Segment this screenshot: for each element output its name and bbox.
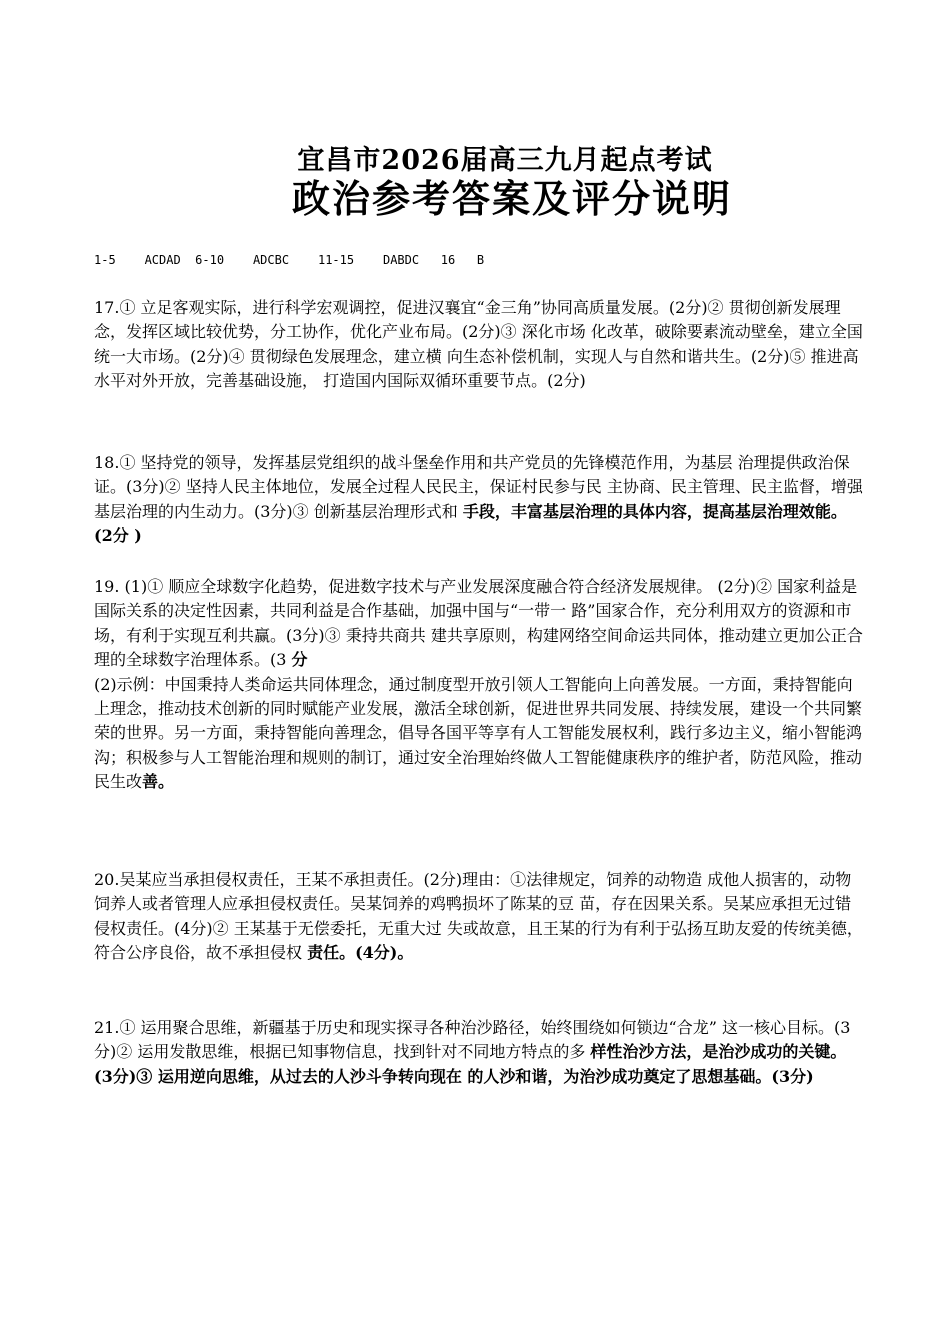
answer-q19 <box>94 575 864 795</box>
answer-q19-part1-regular: 19. (1)① 顺应全球数字化趋势，促进数字技术与产业发展深度融合符合经济发展规律。 (2分)② 国家利益是国际关系的决定性因素，共同利益是合作基础，加强中国与“一带一 路”国家合作，充分利用双方的资源和市场，有利于实现互利共赢。(3分)③ 秉持共商共 建共享原则，构建网络空间命运共同体，推动建立更加公正合理的全球数字治理体系。(3 <box>94 577 863 670</box>
answer-q21-bold: 样性治沙方法，是治沙成功的关键。(3分)③ 运用逆向思维，从过去的人沙斗争转向现在 的人沙和谐，为治沙成功奠定了思想基础。(3分) <box>94 1042 847 1086</box>
multiple-choice-answers: 1-5 ACDAD 6-10 ADCBC 11-15 DABDC 16 B <box>94 253 485 267</box>
answer-q17-text: 17.① 立足客观实际，进行科学宏观调控，促进汉襄宜“金三角”协同高质量发展。(2分)② 贯彻创新发展理念，发挥区域比较优势，分工协作，优化产业布局。(2分)③ 深化市场 化改革，破除要素流动壁垒，建立全国统一大市场。(2分)④ 贯彻绿色发展理念，建立横 向生态补偿机制，实现人与自然和谐共生。(2分)⑤ 推进高水平对外开放，完善基础设施， 打造国内国际双循环重要节点。(2分) <box>94 298 863 391</box>
answer-q20 <box>94 868 864 966</box>
answer-q19-part1-bold: 分 <box>291 650 308 670</box>
answer-q19-part2-regular: (2)示例：中国秉持人类命运共同体理念，通过制度型开放引领人工智能向上向善发展。一方面，秉持智能向上理念，推动技术创新的同时赋能产业发展，激活全球创新，促进世界共同发展、持续发展，建设一个共同繁荣的世界。另一方面，秉持智能向善理念，倡导各国平等享有人工智能发展权利，践行多边主义，缩小智能鸿沟；积极参与人工智能治理和规则的制订，通过安全治理始终做人工智能健康秩序的维护者，防范风险，推动民生改 <box>94 674 863 792</box>
answer-q21-text <box>94 1016 864 1089</box>
document-title: 宜昌市2026届高三九月起点考试 <box>297 145 713 176</box>
answer-q17 <box>94 296 864 394</box>
answer-q21 <box>94 1016 864 1089</box>
answer-q18-bold: 手段，丰富基层治理的具体内容，提高基层治理效能。(2分 ) <box>94 501 847 546</box>
document-subtitle: 政治参考答案及评分说明 <box>291 176 732 221</box>
answer-q20-regular: 20.吴某应当承担侵权责任，王某不承担责任。(2分)理由：①法律规定，饲养的动物造 成他人损害的，动物饲养人或者管理人应承担侵权责任。吴某饲养的鸡鸭损坏了陈某的豆 苗，存在因果关系。吴某应承担无过错侵权责任。(4分)② 王某基于无偿委托，无重大过 失或故意，且王某的行为有利于弘扬互助友爱的传统美德，符合公序良俗，故不承担侵权 <box>94 870 863 963</box>
answer-q21-regular: 21.① 运用聚合思维，新疆基于历史和现实探寻各种治沙路径，始终围绕如何锁边“合龙” 这一核心目标。(3分)② 运用发散思维，根据已知事物信息，找到针对不同地方特点的多 <box>94 1018 851 1062</box>
answer-q20-text <box>94 868 864 966</box>
answer-q18-text <box>94 451 864 549</box>
answer-q19-part1 <box>94 575 864 673</box>
answer-q19-part2 <box>94 673 864 795</box>
answer-q18 <box>94 451 864 549</box>
answer-q20-bold: 责任。(4分)。 <box>307 943 414 963</box>
answer-q19-part2-bold: 善。 <box>142 772 175 792</box>
answer-q18-regular: 18.① 坚持党的领导，发挥基层党组织的战斗堡垒作用和共产党员的先锋模范作用，为基层 治理提供政治保证。(3分)② 坚持人民主体地位，发展全过程人民民主，保证村民参与民 主协商、民主管理、民主监督，增强基层治理的内生动力。(3分)③ 创新基层治理形式和 <box>94 453 863 521</box>
